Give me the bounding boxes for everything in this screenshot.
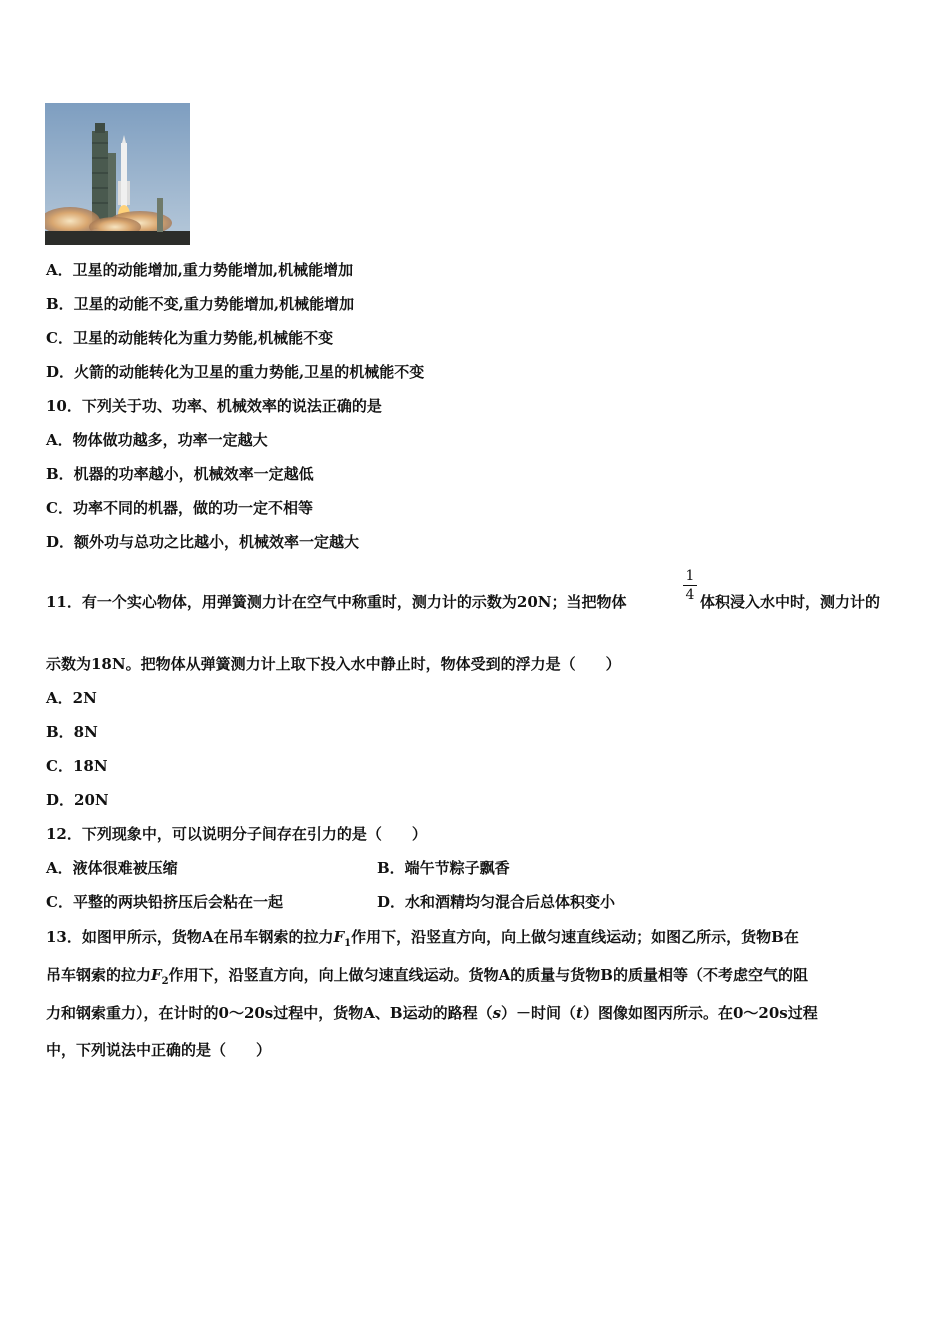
q10-option-b: B．机器的功率越小，机械效率一定越低 [46, 465, 314, 483]
force-f2-symbol: F [151, 966, 162, 984]
force-f2-subscript: 2 [161, 976, 169, 987]
q13-line1-text-a: 13．如图甲所示，货物A在吊车钢索的拉力 [46, 928, 334, 946]
q10-stem: 10．下列关于功、功率、机械效率的说法正确的是 [46, 397, 382, 415]
rocket-launch-photo [45, 103, 190, 245]
q12-option-d: D．水和酒精均匀混合后总体积变小 [377, 893, 616, 911]
q9-option-b: B．卫星的动能不变,重力势能增加,机械能增加 [46, 295, 355, 313]
q10-option-c: C．功率不同的机器，做的功一定不相等 [46, 499, 313, 517]
fraction-numerator: 1 [685, 568, 695, 584]
q13-line1 [46, 927, 799, 954]
q13-line3-text-c: ）图像如图丙所示。在0～20s过程 [582, 1004, 818, 1022]
q13-line4: 中，下列说法中正确的是（ ） [46, 1041, 272, 1059]
q13-line2-text-a: 吊车钢索的拉力 [46, 966, 152, 984]
q11-stem-line2: 示数为18N。把物体从弹簧测力计上取下投入水中静止时，物体受到的浮力是（ ） [46, 655, 621, 673]
q11-stem-part2: 体积浸入水中时，测力计的 [700, 593, 881, 611]
q13-line3-text-b: ）－时间（ [501, 1004, 577, 1022]
q12-option-b: B．端午节粽子飘香 [377, 859, 510, 877]
q13-line3 [46, 1003, 818, 1023]
q11-stem-part1: 11．有一个实心物体，用弹簧测力计在空气中称重时，测力计的示数为20N；当把物体 [46, 593, 627, 611]
q12-option-a: A．液体很难被压缩 [46, 859, 178, 877]
q12-option-c: C．平整的两块铅挤压后会粘在一起 [46, 893, 283, 911]
force-f1-symbol: F [333, 928, 345, 946]
q11-option-c: C．18N [46, 757, 108, 775]
q11-option-d: D．20N [46, 791, 109, 809]
q10-option-d: D．额外功与总功之比越小，机械效率一定越大 [46, 533, 360, 551]
q9-option-c: C．卫星的动能转化为重力势能,机械能不变 [46, 329, 334, 347]
q11-option-a: A．2N [46, 689, 97, 707]
q13-line1-text-b: 作用下，沿竖直方向，向上做匀速直线运动；如图乙所示，货物B在 [351, 928, 799, 946]
q13-line2-text-b: 作用下，沿竖直方向，向上做匀速直线运动。货物A的质量与货物B的质量相等（不考虑空气的阻 [168, 966, 808, 984]
fraction-denominator: 4 [685, 587, 695, 603]
time-t-symbol: t [576, 1004, 583, 1022]
distance-s-symbol: s [492, 1004, 502, 1022]
q11-option-b: B．8N [46, 723, 98, 741]
q9-option-d: D．火箭的动能转化为卫星的重力势能,卫星的机械能不变 [46, 363, 425, 381]
fraction-bar [683, 585, 697, 586]
q9-option-a: A．卫星的动能增加,重力势能增加,机械能增加 [46, 261, 354, 279]
q10-option-a: A．物体做功越多，功率一定越大 [46, 431, 268, 449]
force-f1-subscript: 1 [344, 938, 352, 949]
q13-line2 [46, 965, 808, 992]
q13-line3-text-a: 力和钢索重力），在计时的0～20s过程中，货物A、B运动的路程（ [46, 1004, 493, 1022]
q12-stem: 12．下列现象中，可以说明分子间存在引力的是（ ） [46, 825, 427, 843]
q11-fraction [683, 568, 697, 603]
